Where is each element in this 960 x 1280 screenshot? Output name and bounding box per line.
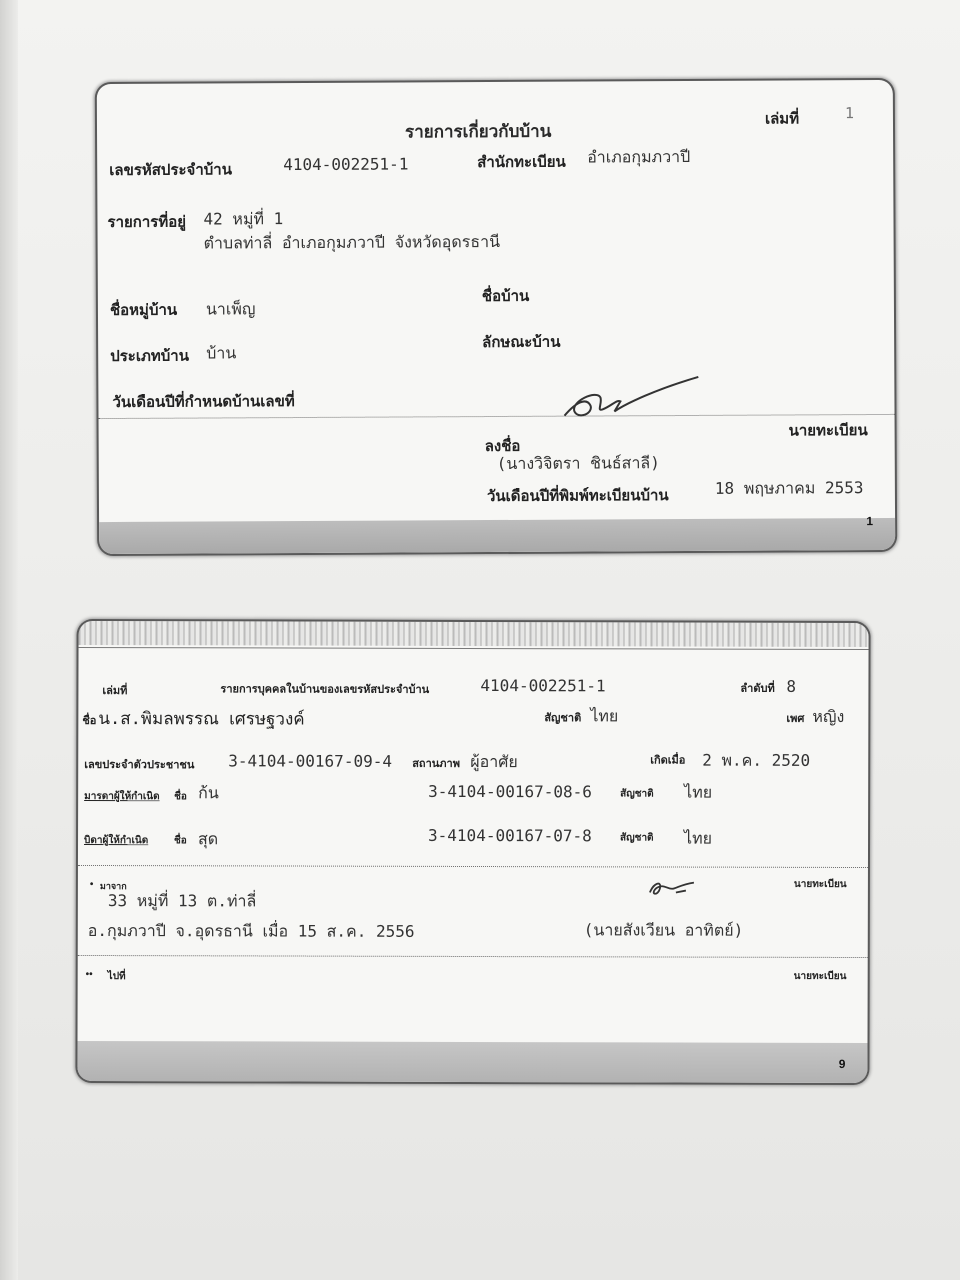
card-footer-bar <box>99 518 895 554</box>
assign-date-label: วันเดือนปีที่กำหนดบ้านเลขที่ <box>112 393 295 412</box>
book-label: เล่มที่ <box>102 685 128 698</box>
house-code-value: 4104-002251-1 <box>480 676 606 696</box>
mother-nationality-value: ไทย <box>684 782 713 802</box>
card-footer-bar <box>77 1041 867 1083</box>
divider-dotted <box>78 865 868 868</box>
mother-name-value: ก้น <box>198 783 219 803</box>
father-label: บิดาผู้ให้กำเนิด <box>84 834 149 847</box>
torn-edge <box>79 621 869 647</box>
person-name: น.ส.พิมลพรรณ เศรษฐวงค์ <box>98 709 305 730</box>
sex-label: เพศ <box>786 712 805 725</box>
father-name-label: ชื่อ <box>174 835 187 847</box>
address-line1: 42 หมู่ที่ 1 <box>203 209 284 229</box>
page-number: 9 <box>838 1056 846 1071</box>
name-prefix-label: ชื่อ <box>82 714 97 728</box>
registrar-signature <box>556 371 706 432</box>
father-nationality-label: สัญชาติ <box>620 832 654 844</box>
from-registrar-signature <box>646 874 706 902</box>
mother-label: มารดาผู้ให้กำเนิด <box>84 790 160 803</box>
header-rule <box>79 647 869 650</box>
person-card-title: รายการบุคคลในบ้านของเลขรหัสประจำบ้าน <box>220 683 430 696</box>
village-label: ชื่อหมู่บ้าน <box>109 301 178 320</box>
person-details-card <box>77 621 868 1083</box>
from-label: มาจาก <box>99 881 127 892</box>
nationality-value: ไทย <box>590 706 619 726</box>
page-number: 1 <box>866 514 874 529</box>
sheet-edge-shadow <box>0 0 18 1280</box>
sex-value: หญิง <box>812 706 845 726</box>
address-label: รายการที่อยู่ <box>107 213 187 232</box>
nationality-label: สัญชาติ <box>544 712 582 725</box>
from-line1: 33 หมู่ที่ 13 ต.ท่าลี่ <box>107 891 257 911</box>
house-type-label: ประเภทบ้าน <box>110 347 189 366</box>
registrar-label: นายทะเบียน <box>788 422 868 440</box>
id-value: 3-4104-00167-09-4 <box>228 751 393 771</box>
house-style-label: ลักษณะบ้าน <box>482 333 561 352</box>
address-line2: ตำบลท่าลี่ อำเภอกุมภวาปี จังหวัดอุดรธานี <box>203 231 501 253</box>
house-code-label: เลขรหัสประจำบ้าน <box>109 161 232 180</box>
from-bullet: • <box>89 878 94 891</box>
print-date-value: 18 พฤษภาคม 2553 <box>714 478 864 498</box>
father-nationality-value: ไทย <box>684 828 713 848</box>
from-registrar-label: นายทะเบียน <box>793 878 847 890</box>
father-id: 3-4104-00167-07-8 <box>428 825 592 846</box>
book-label: เล่มที่ <box>764 110 800 128</box>
birth-value: 2 พ.ค. 2520 <box>702 750 811 770</box>
status-label: สถานภาพ <box>412 757 460 770</box>
birth-label: เกิดเมื่อ <box>650 754 686 767</box>
book-value: 1 <box>844 104 855 123</box>
from-registrar-name: (นายสังเวียน อาทิตย์) <box>583 920 744 940</box>
to-registrar-label: นายทะเบียน <box>793 970 847 982</box>
registry-office-value: อำเภอกุมภวาปี <box>587 146 691 167</box>
mother-name-label: ชื่อ <box>174 791 187 803</box>
registry-office-label: สำนักทะเบียน <box>477 153 566 172</box>
house-code-value: 4104-002251-1 <box>283 154 409 175</box>
to-bullet: •• <box>85 968 93 981</box>
registrar-name: (นางวิจิตรา ชินธ์สาลี) <box>496 453 660 473</box>
father-name-value: สุด <box>198 829 219 849</box>
order-value: 8 <box>786 676 797 696</box>
house-card-title: รายการเกี่ยวกับบ้าน <box>404 121 552 142</box>
sign-label: ลงชื่อ <box>484 437 521 456</box>
mother-id: 3-4104-00167-08-6 <box>428 781 592 802</box>
divider-dotted <box>78 955 868 958</box>
house-details-card <box>97 80 895 554</box>
to-label: ไปที่ <box>107 971 126 983</box>
status-value: ผู้อาศัย <box>470 751 518 772</box>
order-label: ลำดับที่ <box>740 682 775 695</box>
mother-nationality-label: สัญชาติ <box>620 788 654 800</box>
print-date-label: วันเดือนปีที่พิมพ์ทะเบียนบ้าน <box>486 487 669 506</box>
from-line2: อ.กุมภวาปี จ.อุดรธานี เมื่อ 15 ส.ค. 2556 <box>87 920 415 941</box>
house-name-label: ชื่อบ้าน <box>481 287 530 306</box>
village-value: นาเพ็ญ <box>205 299 256 319</box>
house-type-value: บ้าน <box>206 343 237 363</box>
id-label: เลขประจำตัวประชาชน <box>84 758 195 772</box>
divider-dotted <box>99 414 895 419</box>
